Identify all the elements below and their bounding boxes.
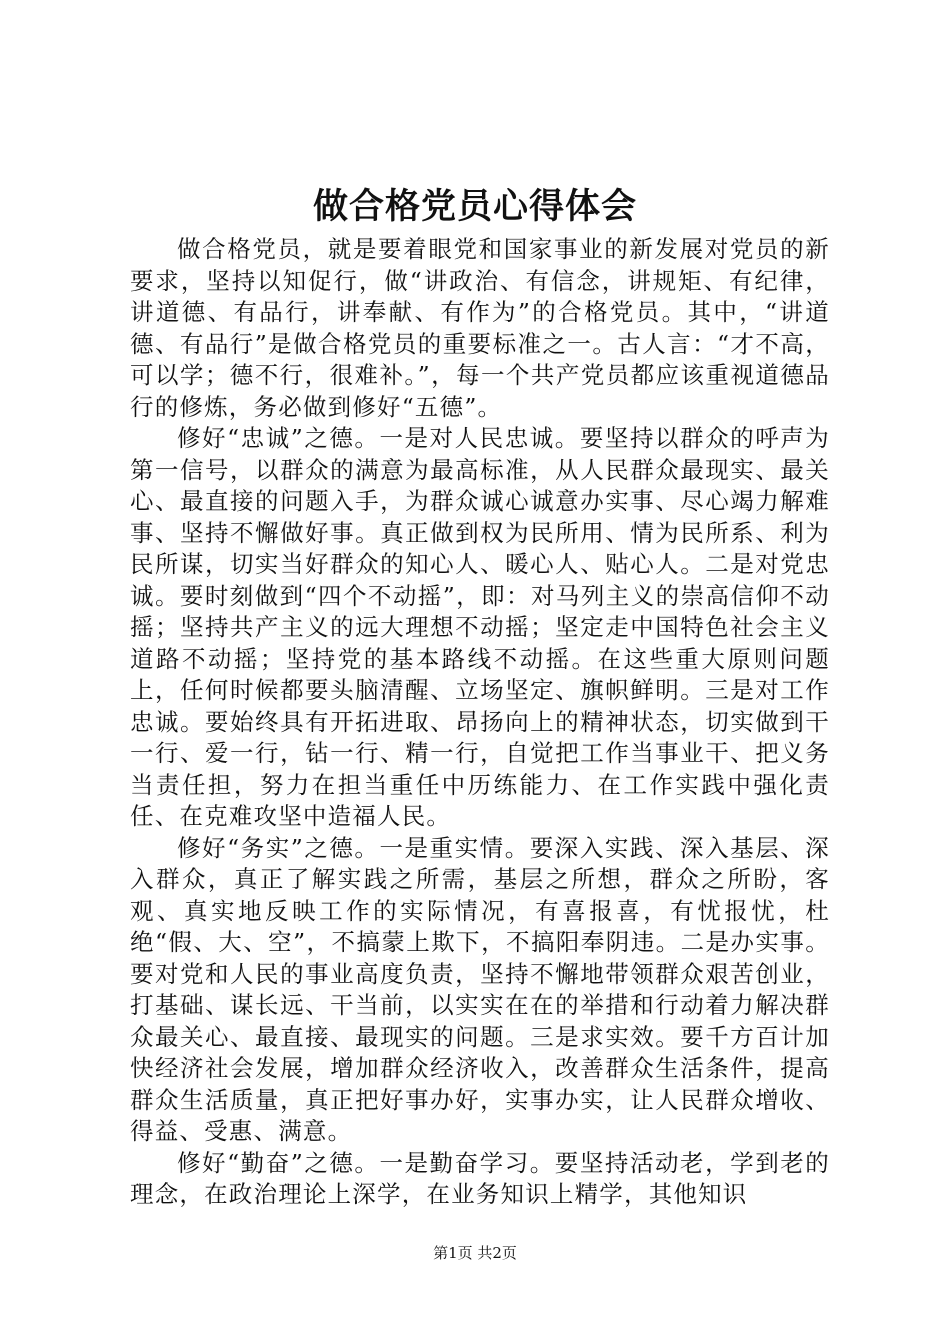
paragraph-diligence: 修好“勤奋”之德。一是勤奋学习。要坚持活动老，学到老的理念，在政治理论上深学，在业务知识上精学，其他知识: [130, 1148, 830, 1208]
paragraph-loyalty: 修好“忠诚”之德。一是对人民忠诚。要坚持以群众的呼声为第一信号，以群众的满意为最高标准，从人民群众最现实、最关心、最直接的问题入手，为群众诚心诚意办实事、尽心竭力解难事、坚持不懈做好事。真正做到权为民所用、情为民所系、利为民所谋，切实当好群众的知心人、暖心人、贴心人。二是对党忠诚。要时刻做到“四个不动摇”，即：对马列主义的崇高信仰不动摇；坚持共产主义的远大理想不动摇；坚定走中国特色社会主义道路不动摇；坚持党的基本路线不动摇。在这些重大原则问题上，任何时候都要头脑清醒、立场坚定、旗帜鲜明。三是对工作忠诚。要始终具有开拓进取、昂扬向上的精神状态，切实做到干一行、爱一行，钻一行、精一行，自觉把工作当事业干、把义务当责任担，努力在担当重任中历练能力、在工作实践中强化责任、在克难攻坚中造福人民。: [130, 424, 830, 830]
document-title: 做合格党员心得体会: [312, 186, 637, 227]
document-body: [130, 234, 830, 1211]
paragraph-intro: 做合格党员，就是要着眼党和国家事业的新发展对党员的新要求，坚持以知促行，做“讲政治、有信念，讲规矩、有纪律，讲道德、有品行，讲奉献、有作为”的合格党员。其中，“讲道德、有品行”是做合格党员的重要标准之一。古人言：“才不高，可以学；德不行，很难补。”，每一个共产党员都应该重视道德品行的修炼，务必做到修好“五德”。: [130, 235, 830, 421]
page-footer: 第1页 共2页: [433, 1244, 517, 1262]
paragraph-pragmatism: 修好“务实”之德。一是重实情。要深入实践、深入基层、深入群众，真正了解实践之所需，基层之所想，群众之所盼，客观、真实地反映工作的实际情况，有喜报喜，有忧报忧，杜绝“假、大、空”，不搞蒙上欺下，不搞阳奉阴违。二是办实事。要对党和人民的事业高度负责，坚持不懈地带领群众艰苦创业，打基础、谋长远、干当前，以实实在在的举措和行动着力解决群众最关心、最直接、最现实的问题。三是求实效。要千方百计加快经济社会发展，增加群众经济收入，改善群众生活条件，提高群众生活质量，真正把好事办好，实事办实，让人民群众增收、得益、受惠、满意。: [130, 833, 830, 1145]
